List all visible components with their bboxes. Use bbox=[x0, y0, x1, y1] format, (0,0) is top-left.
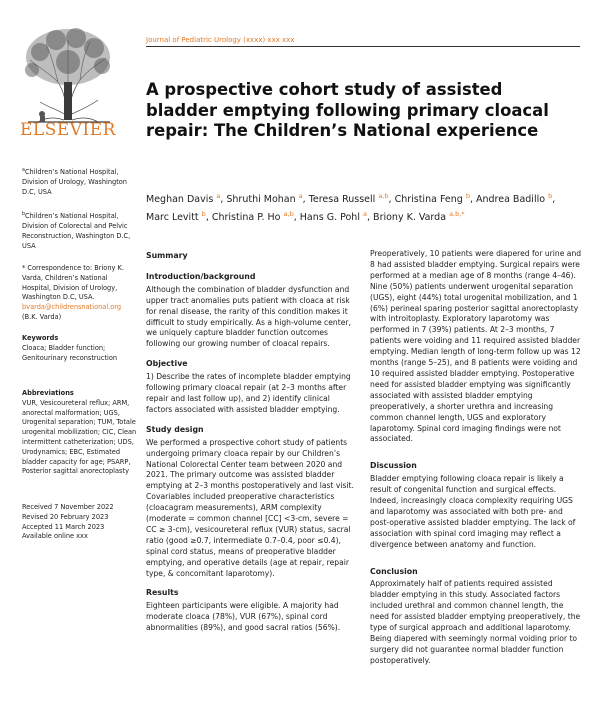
author-affiliation-mark: a bbox=[298, 192, 303, 200]
author-name[interactable]: Briony K. Varda bbox=[373, 212, 447, 224]
correspondence-suffix: (B.K. Varda) bbox=[22, 312, 62, 321]
abbreviations-heading: Abbreviations bbox=[22, 389, 74, 397]
discussion-heading: Discussion bbox=[370, 461, 417, 471]
keywords-block bbox=[22, 334, 138, 363]
journal-citation[interactable]: Journal of Pediatric Urology (xxxx) xxx xxx bbox=[146, 36, 295, 44]
date-revised: Revised 20 February 2023 bbox=[22, 512, 109, 521]
correspondence-text: * Correspondence to: Briony K. Varda, Children’s National Hospital, Division of Urology, Washington D.C, USA. bbox=[22, 264, 124, 302]
affiliation-b bbox=[22, 210, 138, 251]
conclusion-heading: Conclusion bbox=[370, 566, 418, 576]
affiliation-mark: b bbox=[22, 212, 26, 217]
design-heading: Study design bbox=[146, 424, 204, 434]
author-name[interactable]: Teresa Russell bbox=[308, 194, 376, 206]
article-dates bbox=[22, 503, 138, 542]
objective-heading: Objective bbox=[146, 359, 188, 369]
correspondence-email-link[interactable]: bvarda@childrensnational.org bbox=[22, 303, 122, 312]
author-affiliation-mark: a bbox=[216, 192, 221, 200]
author-affiliation-mark: b bbox=[201, 210, 206, 219]
abbreviations-block bbox=[22, 389, 138, 477]
author-list: Meghan Davis $^a$, Shruthi Mohan $^a$, Teresa Russell $^{a,b}$, Christina Feng $^b$, Andrea Badillo $^b$, Marc Levitt $^b$, Christina P. Ho $^{a,b}$, Hans G. Pohl $^a$, Briony K. Varda $^{a,b,*}$ bbox=[146, 192, 556, 224]
author-affiliation-mark: b bbox=[548, 192, 553, 200]
correspondence bbox=[22, 264, 138, 323]
author-name[interactable]: Christina P. Ho bbox=[211, 212, 281, 224]
author-name[interactable]: Meghan Davis bbox=[146, 194, 214, 206]
conclusion-text: Approximately half of patients required assisted bladder emptying in this study. Associated factors included urethral and common channel length, the need for assisted bladder emptying preoperatively, the type of surgical approach and additional laparotomy. Being diapered with seemingly normal voiding prior to surgery did not guarantee normal bladder function postoperatively. bbox=[370, 579, 581, 665]
results-text: Eighteen participants were eligible. A majority had moderate cloaca (78%), VUR (67%), spinal cord abnormalities (89%), and good sacral ratios (56%). bbox=[146, 601, 341, 633]
author-name[interactable]: Hans G. Pohl bbox=[299, 212, 360, 224]
discussion-text: Bladder emptying following cloaca repair is likely a result of congenital function and surgical effects. Indeed, increasingly cloaca complexity requiring UGS and laparotomy was associated with both pre- and post-operative assisted bladder emptying. The lack of association with spinal cord imaging may reflect a divergence between anatomy and function. bbox=[370, 474, 576, 549]
objective-text: 1) Describe the rates of incomplete bladder emptying following primary cloacal repair (at 2–3 months after repair and last follow up), and 2) identify clinical factors associated with assisted bladder emptying. bbox=[146, 372, 351, 414]
author-affiliation-mark: a,b bbox=[283, 210, 294, 219]
author-affiliation-mark: b bbox=[465, 192, 470, 200]
results-heading: Results bbox=[146, 588, 179, 598]
intro-heading: Introduction/background bbox=[146, 271, 256, 281]
author-name[interactable]: Shruthi Mohan bbox=[226, 194, 296, 206]
author-affiliation-mark: a,b,* bbox=[449, 210, 465, 219]
abbreviations-text: VUR, Vesicoureteral reflux; ARM, anorectal malformation; UGS, Urogenital separation; TUM, Totale urogenital mobilization; CIC, Clean intermittent catheterization; UDS, Urodynamics; EBC, Estimated bladder capacity for age; PSARP, Posterior sagittal anorectoplasty bbox=[22, 398, 137, 476]
date-accepted: Accepted 11 March 2023 bbox=[22, 522, 105, 531]
author-name[interactable]: Marc Levitt bbox=[146, 212, 199, 224]
affiliation-a bbox=[22, 166, 138, 198]
keywords-text: Cloaca; Bladder function; Genitourinary reconstruction bbox=[22, 343, 118, 362]
summary-column-left bbox=[146, 251, 356, 643]
author-name[interactable]: Andrea Badillo bbox=[476, 194, 546, 206]
affiliation-text: Children’s National Hospital, Division of Urology, Washington D.C, USA bbox=[22, 168, 127, 196]
author-name[interactable]: Christina Feng bbox=[394, 194, 463, 206]
article-title: A prospective cohort study of assisted bladder emptying following primary cloacal repair: The Children’s National experience bbox=[146, 80, 549, 140]
intro-text: Although the combination of bladder dysfunction and upper tract anomalies puts patient with cloaca at risk for renal disease, the rarity of this condition makes it difficult to study empirically. As a high-volume center, we uniquely capture bladder function outcomes following our growing number of cloacal repairs. bbox=[146, 284, 351, 349]
keywords-heading: Keywords bbox=[22, 334, 59, 342]
header-rule bbox=[146, 46, 580, 47]
design-text: We performed a prospective cohort study of patients undergoing primary cloaca repair by our Children’s National Colorectal Center team between 2020 and 2021. The primary outcome was assisted bladder emptying at 2–3 months postoperatively and last visit. Covariables included preoperative characteristics (cloacagram measurements), ARM complexity (moderate = common channel [CC] <3-cm, severe = CC ≥ 3-cm), vesicoureteral reflux (VUR) status, sacral ratio (good ≥0.7, intermediate 0.7–0.4, poor ≤0.4), spinal cord status, means of preoperative bladder emptying, and operative details (age at repair, repair type, & concomitant laparotomy). bbox=[146, 437, 354, 578]
date-available: Available online xxx bbox=[22, 532, 88, 541]
affiliation-mark: a bbox=[22, 168, 25, 173]
publisher-wordmark: ELSEVIER bbox=[20, 120, 116, 140]
summary-column-right bbox=[370, 249, 582, 676]
affiliation-text: Children’s National Hospital, Division of Colorectal and Pelvic Reconstruction, Washington D.C, USA bbox=[22, 212, 131, 250]
author-affiliation-mark: a bbox=[363, 210, 367, 219]
date-received: Received 7 November 2022 bbox=[22, 503, 114, 511]
summary-heading: Summary bbox=[146, 251, 188, 260]
author-affiliation-mark: a,b bbox=[378, 192, 389, 200]
results-continued-text: Preoperatively, 10 patients were diapered for urine and 8 had assisted bladder emptying. Surgical repairs were performed at a median age of 8 months (range 4–46). Nine (50%) patients underwent urogenital separation (UGS), eight (44%) total urogenital mobilization, and 1 (6%) perineal sparing posterior sagittal anorectoplasty with introitoplasty. Exploratory laparotomy was performed in 7 (39%) patients. At 2–3 months, 7 patients were voiding and 11 required assisted bladder emptying. Median length of long-term follow up was 12 months (range 5–25), and 8 patients were voiding and 10 required assisted bladder emptying. Postoperative need for assisted bladder emptying was significantly associated with assisted bladder emptying preoperatively, a shorter urethra and increasing common channel length, UGS and exploratory laparotomy. Spinal cord imaging findings were not associated. bbox=[370, 249, 582, 444]
